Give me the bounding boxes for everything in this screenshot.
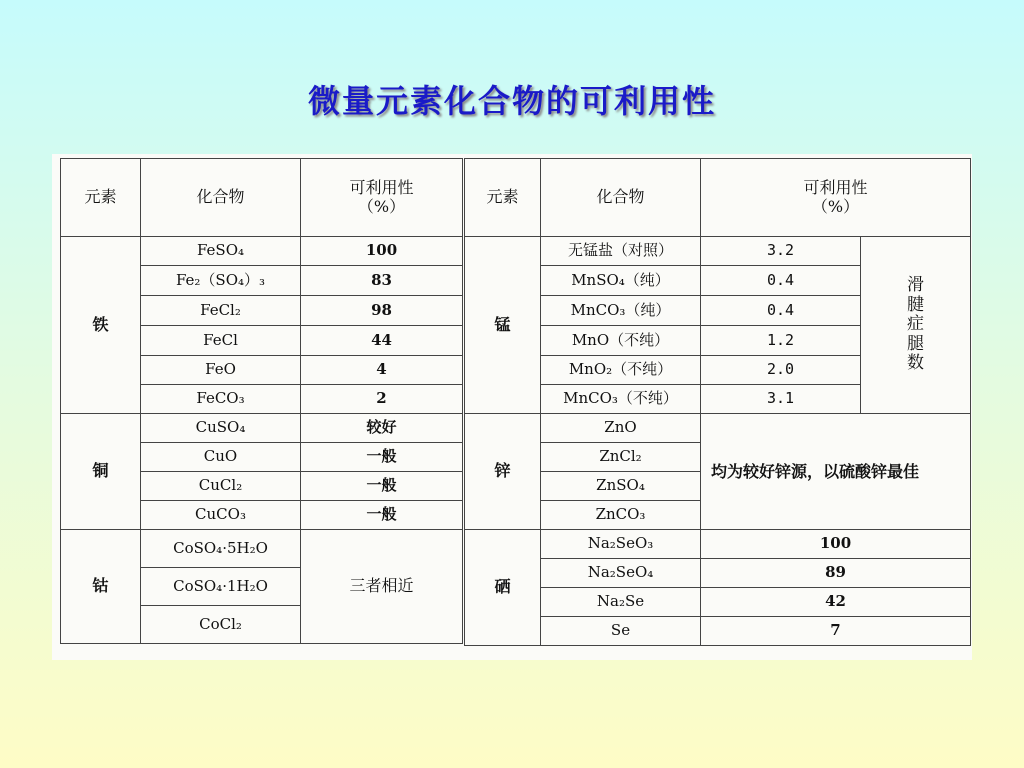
element-manganese: 锰 xyxy=(465,237,541,414)
compound-cell: MnCO₃（纯） xyxy=(541,296,701,326)
compound-cell: FeCl xyxy=(141,326,301,356)
compound-cell: CuO xyxy=(141,443,301,472)
value-cell: 4 xyxy=(301,356,463,385)
value-cell: 0.4 xyxy=(701,296,861,326)
compound-cell: MnO（不纯） xyxy=(541,326,701,356)
value-cell: 一般 xyxy=(301,501,463,530)
value-cell: 7 xyxy=(701,617,971,646)
slide-title: 微量元素化合物的可利用性 xyxy=(307,82,716,120)
table-row xyxy=(465,237,971,266)
table-row xyxy=(465,588,971,617)
compound-cell: Na₂Se xyxy=(541,588,701,617)
element-copper: 铜 xyxy=(61,414,141,530)
header-availability: 可利用性 （%） xyxy=(301,159,463,237)
value-cell: 一般 xyxy=(301,472,463,501)
value-cell: 89 xyxy=(701,559,971,588)
compound-cell: CuCl₂ xyxy=(141,472,301,501)
compound-cell: FeCO₃ xyxy=(141,385,301,414)
value-cell: 一般 xyxy=(301,443,463,472)
table-row xyxy=(465,617,971,646)
value-cell: 100 xyxy=(701,530,971,559)
compound-cell: CuCO₃ xyxy=(141,501,301,530)
compound-cell: FeSO₄ xyxy=(141,237,301,266)
value-cell: 较好 xyxy=(301,414,463,443)
right-table xyxy=(464,158,971,646)
compound-cell: ZnCO₃ xyxy=(541,501,701,530)
compound-cell: CoSO₄·5H₂O xyxy=(141,530,301,568)
value-cell: 44 xyxy=(301,326,463,356)
compound-cell: Se xyxy=(541,617,701,646)
value-cell: 100 xyxy=(301,237,463,266)
compound-cell: MnSO₄（纯） xyxy=(541,266,701,296)
table-row xyxy=(465,559,971,588)
header-compound: 化合物 xyxy=(541,159,701,237)
compound-cell: CoSO₄·1H₂O xyxy=(141,568,301,606)
table-row xyxy=(61,237,463,266)
header-element: 元素 xyxy=(61,159,141,237)
element-zinc: 锌 xyxy=(465,414,541,530)
compound-cell: 无锰盐（对照） xyxy=(541,237,701,266)
left-table xyxy=(60,158,463,644)
compound-cell: FeO xyxy=(141,356,301,385)
value-cell: 2 xyxy=(301,385,463,414)
table-header-row xyxy=(61,159,463,237)
element-selenium: 硒 xyxy=(465,530,541,646)
compound-cell: ZnCl₂ xyxy=(541,443,701,472)
value-cell: 98 xyxy=(301,296,463,326)
manganese-note: 滑 腱 症 腿 数 xyxy=(861,237,971,414)
value-cell: 3.1 xyxy=(701,385,861,414)
table-row xyxy=(61,530,463,568)
compound-cell: FeCl₂ xyxy=(141,296,301,326)
compound-cell: CuSO₄ xyxy=(141,414,301,443)
value-cell-merged: 三者相近 xyxy=(301,530,463,644)
table-row xyxy=(465,414,971,443)
compound-cell: ZnSO₄ xyxy=(541,472,701,501)
availability-table-image xyxy=(52,154,972,660)
compound-cell: ZnO xyxy=(541,414,701,443)
value-cell: 42 xyxy=(701,588,971,617)
value-cell: 3.2 xyxy=(701,237,861,266)
compound-cell: CoCl₂ xyxy=(141,606,301,644)
element-cobalt: 钴 xyxy=(61,530,141,644)
header-element: 元素 xyxy=(465,159,541,237)
zinc-note: 均为较好锌源，以硫酸锌最佳 xyxy=(701,414,971,530)
table-header-row xyxy=(465,159,971,237)
compound-cell: Fe₂（SO₄）₃ xyxy=(141,266,301,296)
value-cell: 83 xyxy=(301,266,463,296)
value-cell: 0.4 xyxy=(701,266,861,296)
table-row xyxy=(61,414,463,443)
table-row xyxy=(465,530,971,559)
header-availability: 可利用性 （%） xyxy=(701,159,971,237)
header-compound: 化合物 xyxy=(141,159,301,237)
value-cell: 2.0 xyxy=(701,356,861,385)
compound-cell: MnCO₃（不纯） xyxy=(541,385,701,414)
compound-cell: MnO₂（不纯） xyxy=(541,356,701,385)
compound-cell: Na₂SeO₄ xyxy=(541,559,701,588)
element-iron: 铁 xyxy=(61,237,141,414)
compound-cell: Na₂SeO₃ xyxy=(541,530,701,559)
value-cell: 1.2 xyxy=(701,326,861,356)
